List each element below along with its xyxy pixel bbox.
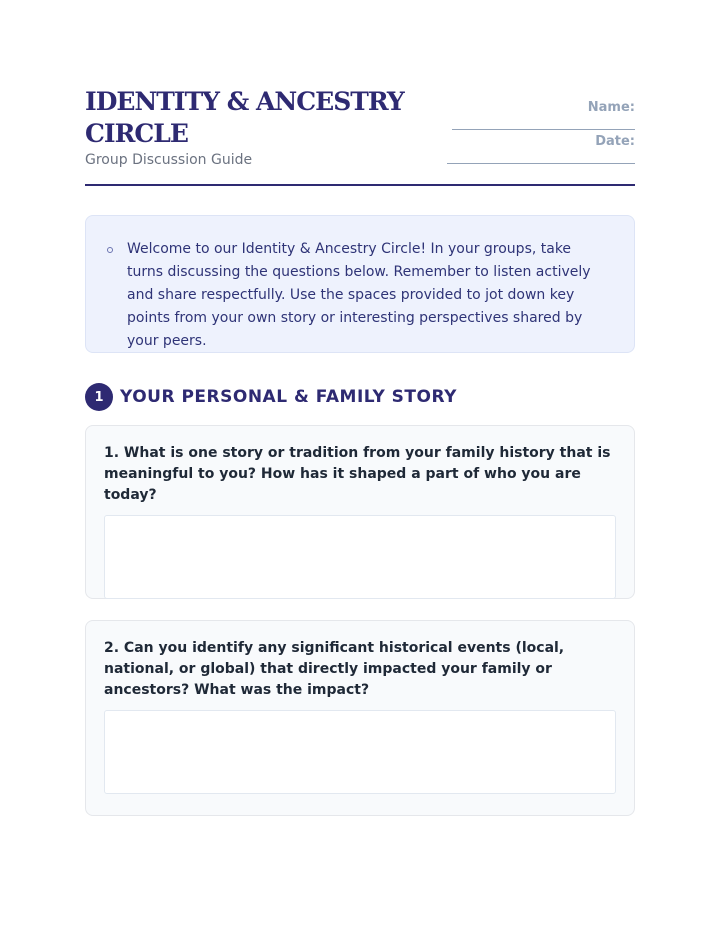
worksheet-page [85,86,635,816]
question-text: 2. Can you identify any significant historical events (local, national, or global) that directly impacted your family or ancestors? What was the impact? [104,640,565,698]
date-line [447,163,635,164]
question-card [85,425,635,599]
date-label: Date: [595,134,635,149]
student-fields [445,100,635,164]
intro-box [85,215,635,353]
section-title: YOUR PERSONAL & FAMILY STORY [120,387,457,407]
section-number-badge: 1 [85,383,113,411]
question-card [85,620,635,816]
page-subtitle: Group Discussion Guide [85,152,253,168]
name-field[interactable] [445,100,635,130]
name-line [452,129,635,130]
intro-text: Welcome to our Identity & Ancestry Circle! In your groups, take turns discussing the questions below. Remember to listen actively and share respectfully. Use the spaces provided to jot down key points from your own story or interesting perspectives shared by your peers. [127,241,591,349]
page-header [85,86,635,186]
answer-box[interactable] [104,515,616,599]
bullet-icon [107,247,113,253]
name-label: Name: [587,100,635,115]
page-title: IDENTITY & ANCESTRY CIRCLE [85,87,404,148]
answer-box[interactable] [104,710,616,794]
section-header [85,383,635,411]
date-field[interactable] [445,134,635,164]
question-text: 1. What is one story or tradition from your family history that is meaningful to you? How has it shaped a part of who you are today? [104,445,611,503]
